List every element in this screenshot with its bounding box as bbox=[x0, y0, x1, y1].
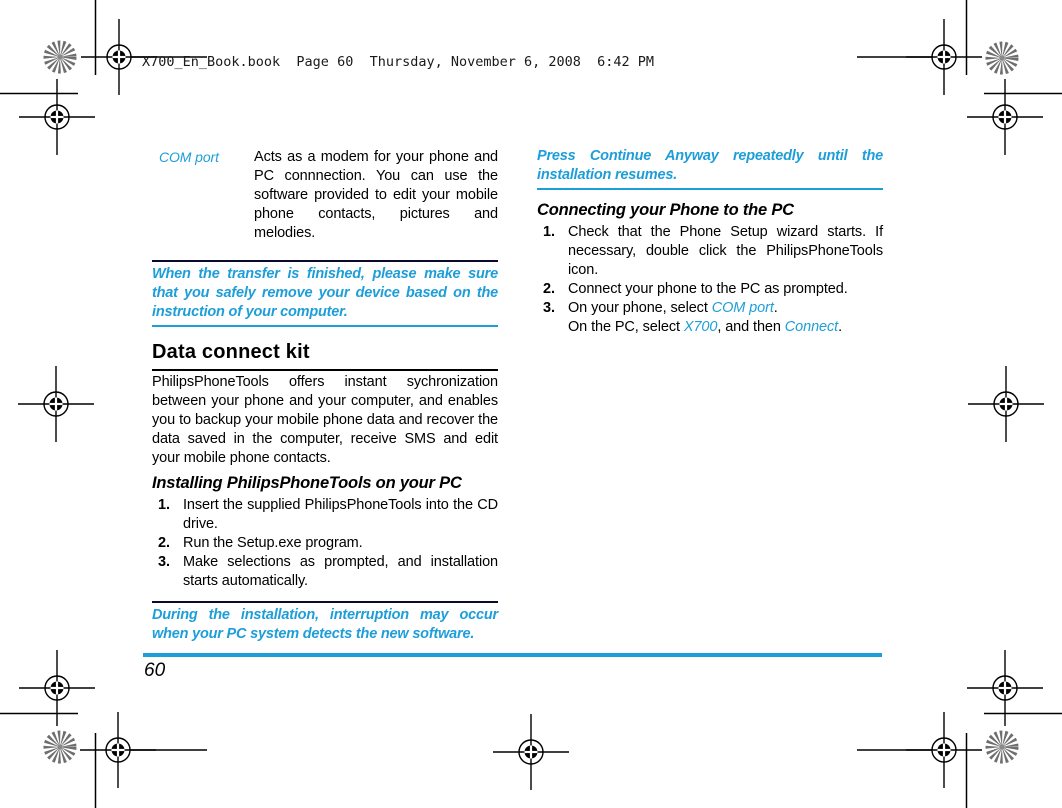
step-number: 2. bbox=[543, 281, 555, 297]
step-text: Make selections as prompted, and installation starts automatically. bbox=[183, 554, 498, 589]
step-text-part: . bbox=[773, 300, 778, 316]
document-header: X700_En_Book.book Page 60 Thursday, November 6, 2008 6:42 PM bbox=[142, 54, 655, 70]
definition-row bbox=[152, 148, 498, 243]
list-item bbox=[537, 280, 883, 299]
right-column bbox=[537, 147, 883, 337]
section-title: Data connect kit bbox=[152, 341, 310, 363]
list-item bbox=[152, 496, 498, 534]
step-number: 3. bbox=[158, 554, 170, 570]
definition-term: COM port bbox=[159, 149, 219, 165]
step-text-part: . bbox=[838, 319, 843, 335]
step-number: 3. bbox=[543, 300, 555, 316]
step-text: Check that the Phone Setup wizard starts. If necessary, double click the PhilipsPhoneTools icon. bbox=[568, 224, 883, 278]
step-text-part: On your phone, select bbox=[568, 300, 712, 316]
step-text: Connect your phone to the PC as prompted. bbox=[568, 281, 848, 297]
section-body: PhilipsPhoneTools offers instant sychronization between your phone and your computer, and enables you to backup your mobile phone data and recover the data saved in the computer, receive SMS and edit your mobile phone contacts. bbox=[152, 374, 498, 466]
list-item bbox=[152, 553, 498, 591]
subsection-title-installing: Installing PhilipsPhoneTools on your PC bbox=[152, 474, 462, 492]
list-item bbox=[537, 223, 883, 280]
note-installation-interruption: During the installation, interruption may occur when your PC system detects the new software. bbox=[152, 607, 498, 642]
step-text-part: , and then bbox=[717, 319, 785, 335]
connect-steps bbox=[537, 223, 883, 337]
step-number: 1. bbox=[543, 224, 555, 240]
list-item bbox=[537, 299, 883, 337]
footer-rule bbox=[143, 653, 882, 657]
note-transfer-finished: When the transfer is finished, please make sure that you safely remove your device based on the instruction of your computer. bbox=[152, 266, 498, 320]
install-steps bbox=[152, 496, 498, 591]
cross-reference-com-port: COM port bbox=[711, 300, 774, 316]
list-item bbox=[152, 534, 498, 553]
page-number: 60 bbox=[144, 660, 166, 681]
note-bottom-rule bbox=[537, 188, 883, 190]
step-text: Run the Setup.exe program. bbox=[183, 535, 363, 551]
note-bottom-rule bbox=[152, 325, 498, 327]
step-text: Insert the supplied PhilipsPhoneTools into the CD drive. bbox=[183, 497, 498, 532]
subsection-title-connecting: Connecting your Phone to the PC bbox=[537, 201, 794, 219]
left-column bbox=[152, 148, 498, 644]
step-text bbox=[568, 299, 883, 337]
step-text-part: On the PC, select bbox=[568, 319, 684, 335]
note-continue-anyway: Press Continue Anyway repeatedly until the installation resumes. bbox=[537, 148, 883, 183]
step-number: 1. bbox=[158, 497, 170, 513]
definition-text: Acts as a modem for your phone and PC connnection. You can use the software provided to edit your mobile phone contacts, pictures and melodies. bbox=[254, 149, 498, 241]
cross-reference-x700: X700 bbox=[683, 319, 718, 335]
step-number: 2. bbox=[158, 535, 170, 551]
cross-reference-connect: Connect bbox=[784, 319, 839, 335]
section-title-rule bbox=[152, 369, 498, 371]
